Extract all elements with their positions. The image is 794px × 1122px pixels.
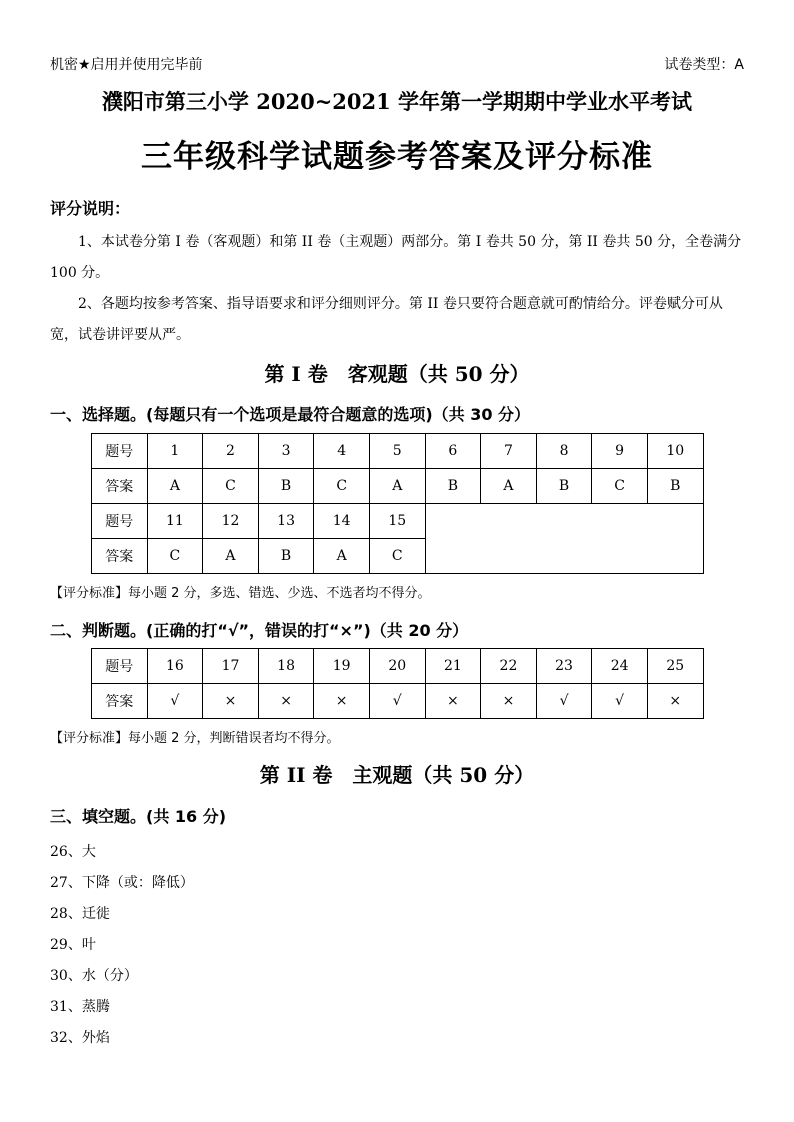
section2-scoring-note: 【评分标准】每小题 2 分，判断错误者均不得分。: [50, 731, 340, 746]
fill-in-answer: 27、下降（或：降低）: [50, 875, 194, 891]
row-label: 答案: [92, 684, 148, 719]
section1-scoring-note: 【评分标准】每小题 2 分，多选、错选、少选、不选者均不得分。: [50, 586, 431, 601]
question-number: 22: [481, 649, 537, 684]
section3-heading: 三、填空题。(共 16 分): [50, 807, 227, 826]
question-number: 1: [147, 434, 203, 469]
answer-cell: ×: [481, 684, 537, 719]
fill-in-answer: 29、叶: [50, 937, 96, 953]
row-label: 题号: [92, 434, 148, 469]
section2-heading: 二、判断题。(正确的打“√”，错误的打“×”)（共 20 分）: [50, 621, 469, 640]
question-number: 9: [592, 434, 648, 469]
fill-in-answer: 31、蒸腾: [50, 999, 110, 1015]
instruction-paragraph-2: 2、各题均按参考答案、指导语要求和评分细则评分。第 II 卷只要符合题意就可酌情给分。评卷赋分可从宽，试卷讲评要从严。: [50, 296, 723, 343]
answer-cell: B: [536, 469, 592, 504]
judgement-answer-table: [91, 648, 704, 719]
fill-in-answer: 26、大: [50, 844, 96, 860]
question-number: 12: [203, 504, 259, 539]
question-number: 24: [592, 649, 648, 684]
fill-in-answer: 28、迁徙: [50, 906, 110, 922]
document-title: 三年级科学试题参考答案及评分标准: [141, 139, 653, 175]
empty-table-area: [425, 504, 703, 574]
answer-cell: √: [536, 684, 592, 719]
table-row: [92, 434, 704, 469]
answer-cell: ×: [203, 684, 259, 719]
answer-cell: B: [647, 469, 703, 504]
question-number: 6: [425, 434, 481, 469]
answer-cell: C: [203, 469, 259, 504]
answer-cell: C: [314, 469, 370, 504]
answer-cell: √: [592, 684, 648, 719]
table-row: [92, 504, 704, 539]
answer-cell: ×: [314, 684, 370, 719]
instruction-paragraph-1: 1、本试卷分第 I 卷（客观题）和第 II 卷（主观题）两部分。第 I 卷共 50 分，第 II 卷共 50 分，全卷满分 100 分。: [50, 234, 742, 281]
answer-cell: B: [258, 469, 314, 504]
question-number: 25: [647, 649, 703, 684]
question-number: 8: [536, 434, 592, 469]
question-number: 17: [203, 649, 259, 684]
answer-cell: A: [203, 539, 259, 574]
question-number: 11: [147, 504, 203, 539]
question-number: 19: [314, 649, 370, 684]
answer-cell: √: [147, 684, 203, 719]
school-title: 濮阳市第三小学 2020~2021 学年第一学期期中学业水平考试: [101, 89, 693, 114]
question-number: 5: [369, 434, 425, 469]
row-label: 答案: [92, 539, 148, 574]
question-number: 15: [369, 504, 425, 539]
answer-cell: B: [425, 469, 481, 504]
row-label: 题号: [92, 649, 148, 684]
choice-answer-table: [91, 433, 704, 574]
part1-title: 第 I 卷 客观题（共 50 分）: [264, 362, 530, 386]
answer-cell: C: [592, 469, 648, 504]
answer-cell: ×: [258, 684, 314, 719]
fill-in-answer: 32、外焰: [50, 1030, 110, 1046]
paper-type-label: 试卷类型：A: [664, 57, 744, 73]
table-row: [92, 684, 704, 719]
section1-heading: 一、选择题。(每题只有一个选项是最符合题意的选项)（共 30 分）: [50, 405, 531, 424]
question-number: 13: [258, 504, 314, 539]
answer-cell: A: [369, 469, 425, 504]
part2-title: 第 II 卷 主观题（共 50 分）: [259, 763, 535, 787]
question-number: 3: [258, 434, 314, 469]
question-number: 16: [147, 649, 203, 684]
answer-cell: A: [481, 469, 537, 504]
instructions-heading: 评分说明：: [50, 199, 131, 218]
row-label: 答案: [92, 469, 148, 504]
fill-in-answer: 30、水（分）: [50, 968, 138, 984]
answer-cell: √: [369, 684, 425, 719]
row-label: 题号: [92, 504, 148, 539]
question-number: 23: [536, 649, 592, 684]
question-number: 7: [481, 434, 537, 469]
answer-cell: ×: [425, 684, 481, 719]
question-number: 18: [258, 649, 314, 684]
table-row: [92, 649, 704, 684]
answer-cell: A: [147, 469, 203, 504]
answer-cell: C: [147, 539, 203, 574]
question-number: 20: [369, 649, 425, 684]
confidential-label: 机密★启用并使用完毕前: [50, 57, 203, 73]
question-number: 21: [425, 649, 481, 684]
question-number: 4: [314, 434, 370, 469]
table-row: [92, 469, 704, 504]
answer-cell: ×: [647, 684, 703, 719]
question-number: 14: [314, 504, 370, 539]
answer-cell: A: [314, 539, 370, 574]
answer-cell: C: [369, 539, 425, 574]
question-number: 2: [203, 434, 259, 469]
answer-cell: B: [258, 539, 314, 574]
question-number: 10: [647, 434, 703, 469]
